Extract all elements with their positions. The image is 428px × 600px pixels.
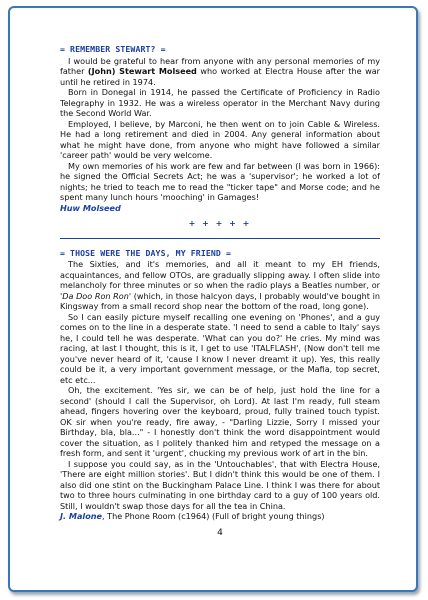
paragraph-text: I would be grateful to hear from anyone with any personal memories of my father [60,55,380,76]
author-signature: J. Malone [60,511,103,521]
divider [60,238,380,239]
article-content [60,44,380,538]
author-signature: Huw Molseed [60,202,121,213]
section-heading: = THOSE WERE THE DAYS, MY FRIEND = [60,247,231,258]
paragraph: Employed, I believe, by Marconi, he then went on to join Cable & Wireless. He had a long retirement and died in 2004. Any general information about what he might have done, from anyone who might have followed a similar 'career path' would be very welcome. [60,118,380,160]
page [8,6,418,592]
paragraph [60,259,380,312]
paragraph: I suppose you could say, as in the 'Untouchables', that with Electra House, 'There are eight million stories'. But I didn't think this would be one of them. I also did one stint on the Buckingham Palace Line. I think I was there for about two to three hours culminating in one birthday card to a guy of 100 years old. Still, I wouldn't swap those days for all the tea in China. [60,458,380,511]
paragraph: Oh, the excitement. 'Yes sir, we can be of help, just hold the line for a second' (should I call the Supervisor, oh Lord). At last I'm ready, full steam ahead, fingers hovering over the keyboard, proud, fully trained touch typist. OK sir when you're ready, fire away, - "Darling Lizzie, Sorry I missed your Birthday, bla, bla..." - I honestly don't think the word disappointment would cover the situation, as I politely thanked him and retyped the message on a fresh form, and sent it 'urgent', chucking my previous work of art in the bin. [60,385,380,458]
section-remember-stewart [60,44,380,213]
paragraph [60,56,380,88]
paragraph-text: ' (which, in those halcyon days, I probably would've bought in Kingsway from a small record shop near the bottom of the road, long gone). [60,290,380,311]
page-number: 4 [217,527,223,538]
section-those-were-the-days [60,248,380,522]
song-title: Da Doo Ron Ron [62,290,129,301]
person-name: (John) Stewart Molseed [87,66,197,76]
paragraph-text: The Sixties, and it's memories, and all it meant to my EH friends, acquaintances, and fellow OTOs, are gradually slipping away. I often slide into melancholy for three minutes or so when the radio plays a Beatles number, or ' [60,259,380,301]
paragraph: So I can easily picture myself recalling one evening on 'Phones', and a guy comes on to the line in a desperate state. 'I need to send a cable to Italy' says he, I could tell he was desperate. 'What can you do?' He cries. My mind was racing, at last I thought, this is it, I get to use 'ITALFLASH', (Now don't tell me you've never heard of it, 'cause I know I never dreamt it up). Yes, this really could be it, a very important government message, or the Mafia, top secret, etc etc... [60,311,380,385]
section-separator: + + + + + [188,219,252,228]
paragraph: Born in Donegal in 1914, he passed the Certificate of Proficiency in Radio Telegraphy in 1932. He was a wireless operator in the Merchant Navy during the Second World War. [60,87,380,118]
section-heading: = REMEMBER STEWART? = [60,44,166,54]
paragraph-text: who worked at Electra House after the war until he retired in 1974. [60,66,380,87]
signature-note: , The Phone Room (c1964) (Full of bright young things) [102,511,325,521]
paragraph: My own memories of his work are few and far between (I was born in 1966): he signed the Official Secrets Act; he was a 'supervisor'; he worked a lot of nights; he tried to teach me to read the "ticker tape" and Morse code; and he spent many lunch hours 'mooching' in Gamages! [60,160,380,202]
author-signature-line [60,511,380,522]
